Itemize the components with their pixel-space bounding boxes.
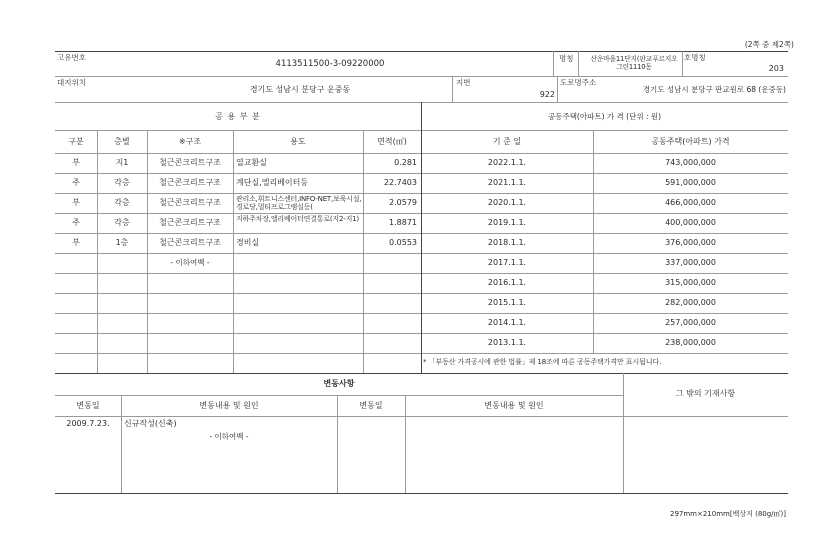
change-col-date: 변동일 (76, 401, 100, 410)
shared-row-use: 관리소,휘트니스센터,INFO-NET,보육시설,경로당,멀티프로그램실등( (236, 195, 362, 211)
price-row-date: 2020.1.1. (487, 198, 527, 207)
price-row-value: 376,000,000 (665, 238, 716, 247)
price-row-value: 337,000,000 (665, 258, 716, 267)
price-row-value: 400,000,000 (665, 218, 716, 227)
shared-row-floor: 지1 (115, 158, 129, 167)
col-structure: ※구조 (178, 137, 202, 146)
price-row-date: 2022.1.1. (487, 158, 527, 167)
shared-row-gubun: 부 (72, 238, 80, 247)
price-row-value: 743,000,000 (665, 158, 716, 167)
paper-spec-footer: 297mm×210mm[백상지 (80g/㎡)] (669, 510, 786, 518)
shared-row-area: 22.7403 (383, 178, 417, 187)
shared-row-use: 열교환실 (236, 158, 267, 167)
price-row-date: 2018.1.1. (487, 238, 527, 247)
location-label: 대지위치 (57, 78, 86, 87)
change-entry-content: 신규작성(신축) (124, 419, 177, 428)
shared-row-area: 2.0579 (389, 198, 417, 207)
change-col-content: 변동내용 및 원인 (199, 401, 259, 410)
price-row-date: 2015.1.1. (487, 298, 527, 307)
jibun-value: 922 (539, 90, 555, 99)
price-row-value: 315,000,000 (665, 278, 716, 287)
page-indicator: (2쪽 중 제2쪽) (744, 40, 794, 49)
price-row-value: 257,000,000 (665, 318, 716, 327)
unique-no-value: 4113511500-3-09220000 (275, 59, 385, 69)
jibun-label: 지번 (456, 78, 471, 87)
shared-row-area: 0.0553 (389, 238, 417, 247)
shared-row-structure: 철근콘크리트구조 (159, 218, 221, 227)
price-row-value: 238,000,000 (665, 338, 716, 347)
col-use: 용도 (290, 137, 306, 146)
shared-row-area: 1.8871 (389, 218, 417, 227)
shared-row-area: 0.281 (394, 158, 417, 167)
shared-row-structure: 철근콘크리트구조 (159, 198, 221, 207)
name-label: 명칭 (559, 54, 574, 63)
shared-row-gubun: 부 (72, 198, 80, 207)
unique-no-label: 고유번호 (57, 53, 86, 62)
price-row-date: 2013.1.1. (487, 338, 527, 347)
price-row-value: 591,000,000 (665, 178, 716, 187)
name-value: 산운마을11단지(판교푸르지오그린1110동 (590, 55, 678, 71)
changes-title: 변동사항 (323, 379, 355, 388)
ho-value: 203 (768, 64, 784, 73)
price-row-date: 2021.1.1. (487, 178, 527, 187)
shared-row-structure: 철근콘크리트구조 (159, 238, 221, 247)
shared-row-use: 경비실 (236, 238, 260, 247)
price-row-date: 2019.1.1. (487, 218, 527, 227)
shared-row-use: 지하주차장,엘리베이터연결통로(지2-지1) (236, 215, 359, 223)
col-gubun: 구분 (68, 137, 84, 146)
shared-row-structure: 철근콘크리트구조 (159, 178, 221, 187)
price-row-value: 282,000,000 (665, 298, 716, 307)
change-entry-date: 2009.7.23. (66, 419, 110, 428)
changes-blank-note: - 이하여백 - (209, 432, 249, 441)
col-base-date: 기 준 일 (492, 137, 522, 146)
price-row-date: 2017.1.1. (487, 258, 527, 267)
shared-row-structure: 철근콘크리트구조 (159, 158, 221, 167)
price-section-title: 공동주택(아파트) 가 격 (단위 : 원) (547, 112, 662, 121)
location-value: 경기도 성남시 분당구 운중동 (249, 85, 351, 94)
col-area: 면적(㎡) (377, 137, 407, 146)
road-label: 도로명주소 (560, 78, 597, 87)
price-row-date: 2014.1.1. (487, 318, 527, 327)
col-floor: 층별 (114, 137, 130, 146)
other-notes-title: 그 밖의 기재사항 (675, 389, 736, 398)
col-price: 공동주택(아파트) 가격 (651, 137, 730, 146)
change-col-content-2: 변동내용 및 원인 (484, 401, 544, 410)
shared-row-floor: 각층 (114, 218, 130, 227)
shared-row-gubun: 주 (72, 178, 80, 187)
shared-row-floor: 1층 (115, 238, 129, 247)
shared-row-gubun: 주 (72, 218, 80, 227)
shared-section-title: 공 용 부 분 (215, 112, 261, 121)
shared-row-floor: 각층 (114, 178, 130, 187)
price-row-date: 2016.1.1. (487, 278, 527, 287)
change-col-date-2: 변동일 (359, 401, 383, 410)
price-footnote: * 「부동산 가격공시에 관한 법률」제 18조에 따른 공동주택가격만 표시됩니다. (423, 358, 662, 366)
shared-row-use: 계단실,엘리베이터등 (236, 178, 309, 187)
shared-blank-note: - 이하여백 - (170, 258, 210, 267)
ho-label: 호명칭 (684, 53, 706, 62)
shared-row-gubun: 부 (72, 158, 80, 167)
road-value: 경기도 성남시 분당구 판교원로 68 (운중동) (642, 85, 786, 94)
price-row-value: 466,000,000 (665, 198, 716, 207)
shared-row-floor: 각층 (114, 198, 130, 207)
